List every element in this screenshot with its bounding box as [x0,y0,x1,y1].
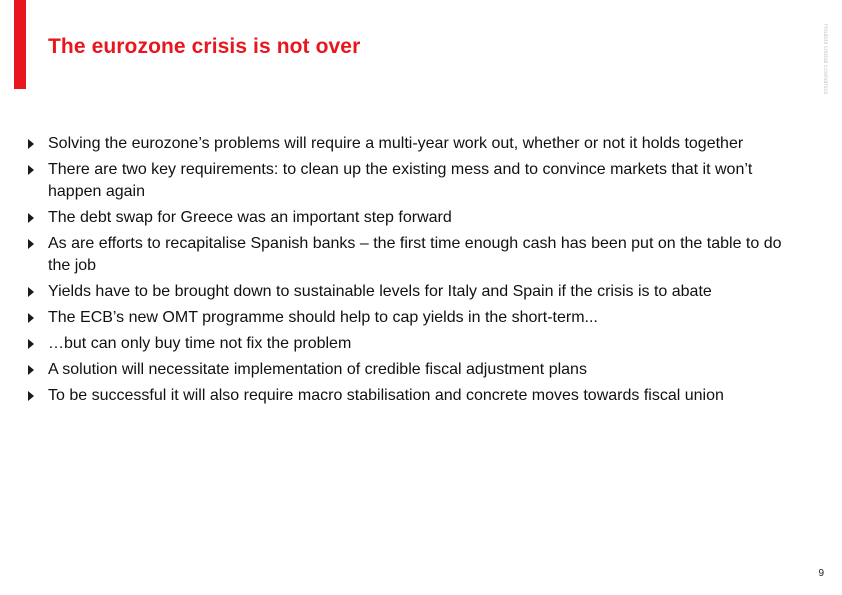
triangle-bullet-icon [28,287,34,297]
bullet-text: There are two key requirements: to clean up the existing mess and to convince markets that it won’t happen again [48,161,753,200]
slide-title: The eurozone crisis is not over [48,35,361,58]
bullet-text: Solving the eurozone’s problems will require a multi-year work out, whether or not it holds together [48,135,744,152]
bullet-item [28,385,803,407]
bullet-item [28,359,803,381]
bullet-item [28,307,803,329]
triangle-bullet-icon [28,365,34,375]
triangle-bullet-icon [28,239,34,249]
bullet-item [28,233,803,277]
side-note: Roubini Global Economics [822,24,828,95]
bullet-text: As are efforts to recapitalise Spanish banks – the first time enough cash has been put on the table to do the job [48,235,782,274]
triangle-bullet-icon [28,391,34,401]
bullet-text: A solution will necessitate implementation of credible fiscal adjustment plans [48,361,587,378]
bullet-item [28,281,803,303]
bullet-item [28,133,803,155]
bullet-item [28,333,803,355]
bullet-text: …but can only buy time not fix the problem [48,335,352,352]
bullet-list [28,133,803,411]
triangle-bullet-icon [28,213,34,223]
bullet-item [28,207,803,229]
triangle-bullet-icon [28,313,34,323]
page-number: 9 [818,568,824,579]
bullet-text: The debt swap for Greece was an important step forward [48,209,452,226]
bullet-text: To be successful it will also require macro stabilisation and concrete moves towards fiscal union [48,387,724,404]
triangle-bullet-icon [28,139,34,149]
bullet-text: The ECB’s new OMT programme should help to cap yields in the short-term... [48,309,598,326]
triangle-bullet-icon [28,339,34,349]
bullet-text: Yields have to be brought down to sustainable levels for Italy and Spain if the crisis is to abate [48,283,712,300]
accent-bar [14,0,26,89]
triangle-bullet-icon [28,165,34,175]
bullet-item [28,159,803,203]
